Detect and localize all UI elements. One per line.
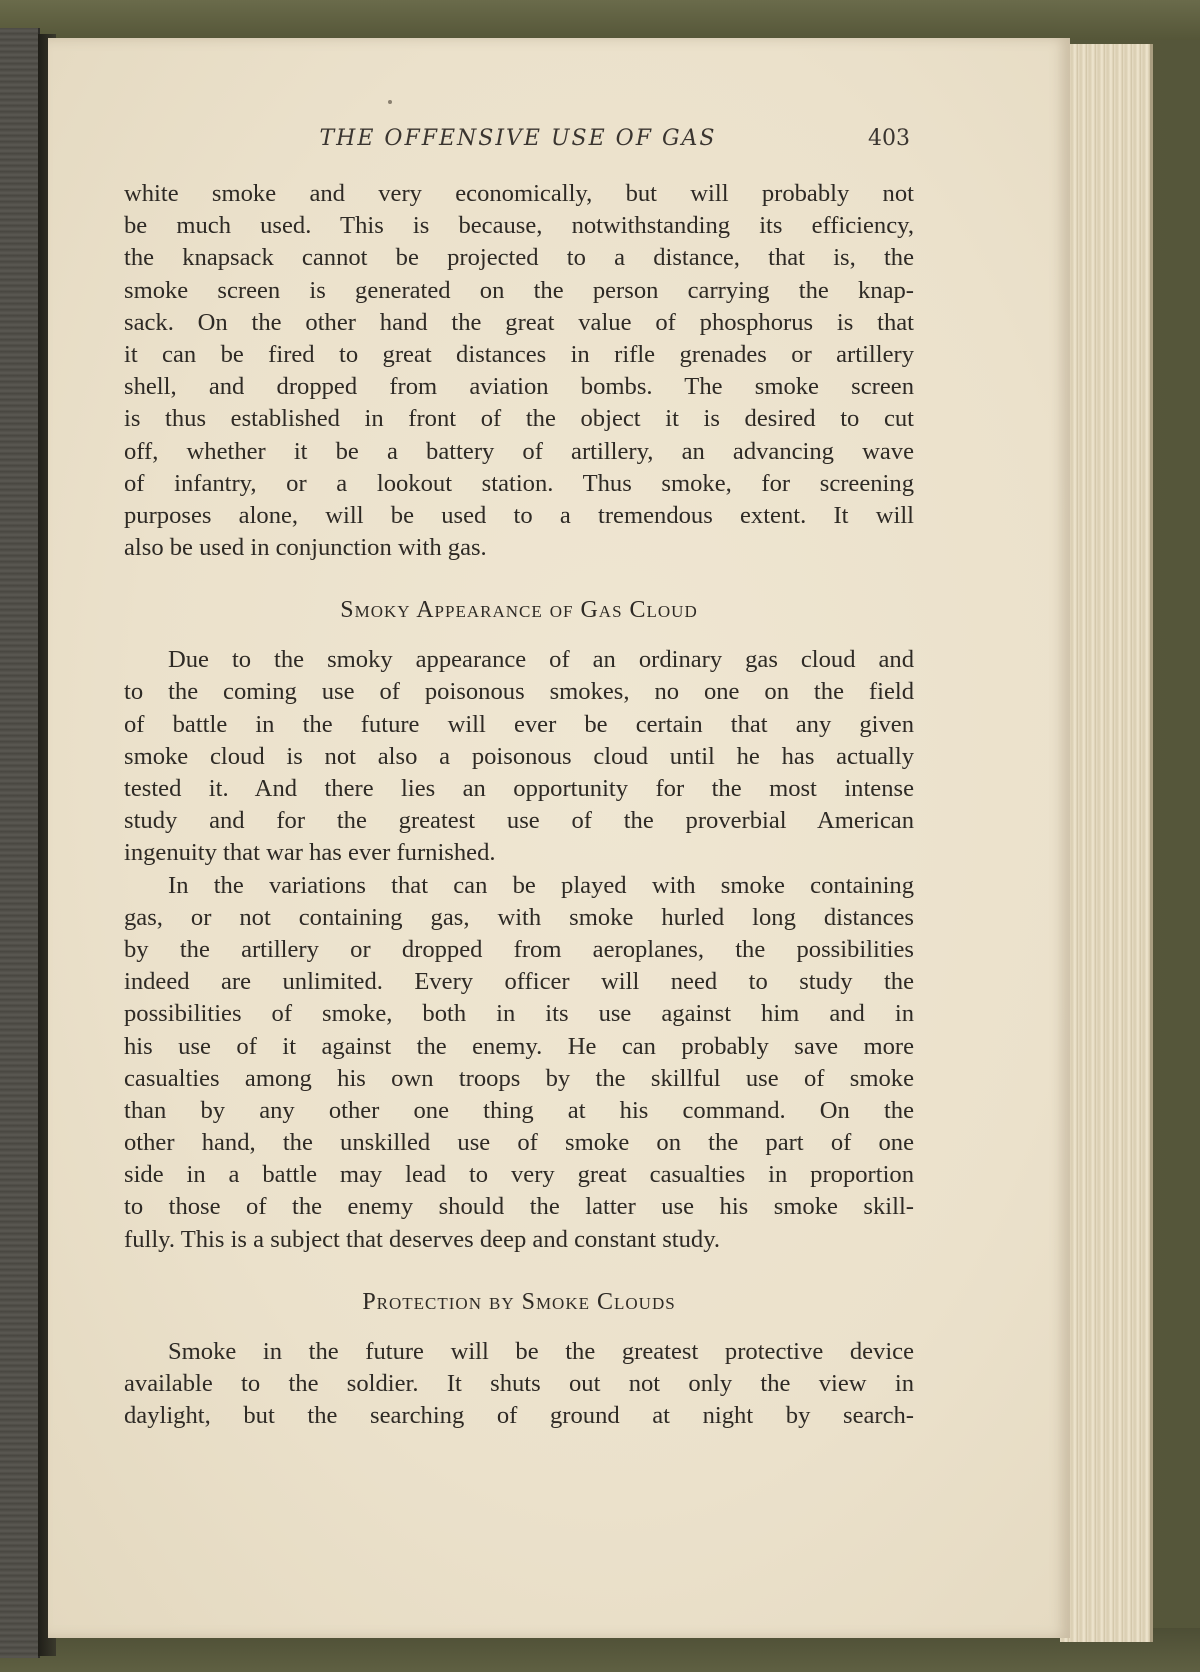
text-line: In the variations that can be played with smoke containing (168, 871, 914, 899)
text-line: indeed are unlimited. Every officer will need to study the (124, 968, 914, 996)
text-line: than by any other one thing at his command. On the (124, 1096, 914, 1124)
paragraph (124, 1336, 914, 1433)
paragraph (124, 870, 914, 1256)
section-heading: Smoky Appearance of Gas Cloud (340, 597, 698, 624)
text-line: of infantry, or a lookout station. Thus smoke, for screening (124, 469, 914, 497)
body-text (124, 178, 914, 1432)
paragraph (124, 644, 914, 869)
cover-top-edge (0, 0, 1200, 40)
text-line: by the artillery or dropped from aeroplanes, the possibilities (124, 935, 914, 963)
text-line: be much used. This is because, notwithstanding its efficiency, (124, 212, 914, 240)
text-line: of battle in the future will ever be certain that any given (124, 710, 914, 738)
text-line: smoke screen is generated on the person carrying the knap- (124, 276, 914, 304)
text-line: smoke cloud is not also a poisonous cloud until he has actually (124, 742, 914, 770)
text-line: white smoke and very economically, but will probably not (124, 180, 914, 207)
section-heading: Protection by Smoke Clouds (362, 1288, 676, 1315)
text-line: other hand, the unskilled use of smoke on the part of one (124, 1129, 914, 1157)
text-line: possibilities of smoke, both in its use against him and in (124, 1000, 914, 1028)
paragraph (124, 178, 914, 564)
text-line: Due to the smoky appearance of an ordinary gas cloud and (168, 646, 914, 674)
book-spine (0, 28, 40, 1658)
text-line: available to the soldier. It shuts out not only the view in (124, 1370, 914, 1397)
running-head (48, 126, 1070, 166)
text-line: casualties among his own troops by the skillful use of smoke (124, 1064, 914, 1092)
text-line: ingenuity that war has ever furnished. (124, 839, 496, 867)
text-line: is thus established in front of the object it is desired to cut (124, 405, 914, 433)
page-number: 403 (868, 126, 910, 151)
book-page (48, 38, 1070, 1638)
text-line: purposes alone, will be used to a tremendous extent. It will (124, 501, 914, 529)
text-line: fully. This is a subject that deserves deep and constant study. (124, 1225, 721, 1253)
text-line: sack. On the other hand the great value of phosphorus is that (124, 308, 914, 336)
text-line: daylight, but the searching of ground at night by search- (124, 1402, 914, 1430)
speck (388, 100, 392, 104)
text-line: study and for the greatest use of the proverbial American (124, 807, 914, 835)
text-line: side in a battle may lead to very great casualties in proportion (124, 1161, 914, 1189)
text-line: shell, and dropped from aviation bombs. The smoke screen (124, 373, 914, 401)
text-line: Smoke in the future will be the greatest protective device (168, 1337, 914, 1365)
text-line: his use of it against the enemy. He can probably save more (124, 1032, 914, 1060)
text-line: tested it. And there lies an opportunity for the most intense (124, 775, 914, 802)
running-title: THE OFFENSIVE USE OF GAS (319, 126, 717, 151)
text-line: also be used in conjunction with gas. (124, 534, 487, 562)
page-edges (1060, 44, 1153, 1642)
text-line: to those of the enemy should the latter use his smoke skill- (124, 1193, 914, 1221)
text-line: to the coming use of poisonous smokes, no one on the field (124, 678, 914, 706)
text-line: gas, or not containing gas, with smoke hurled long distances (124, 903, 914, 931)
text-line: off, whether it be a battery of artillery, an advancing wave (124, 437, 914, 465)
text-line: it can be fired to great distances in rifle grenades or artillery (124, 340, 914, 368)
text-line: the knapsack cannot be projected to a distance, that is, the (124, 244, 914, 272)
